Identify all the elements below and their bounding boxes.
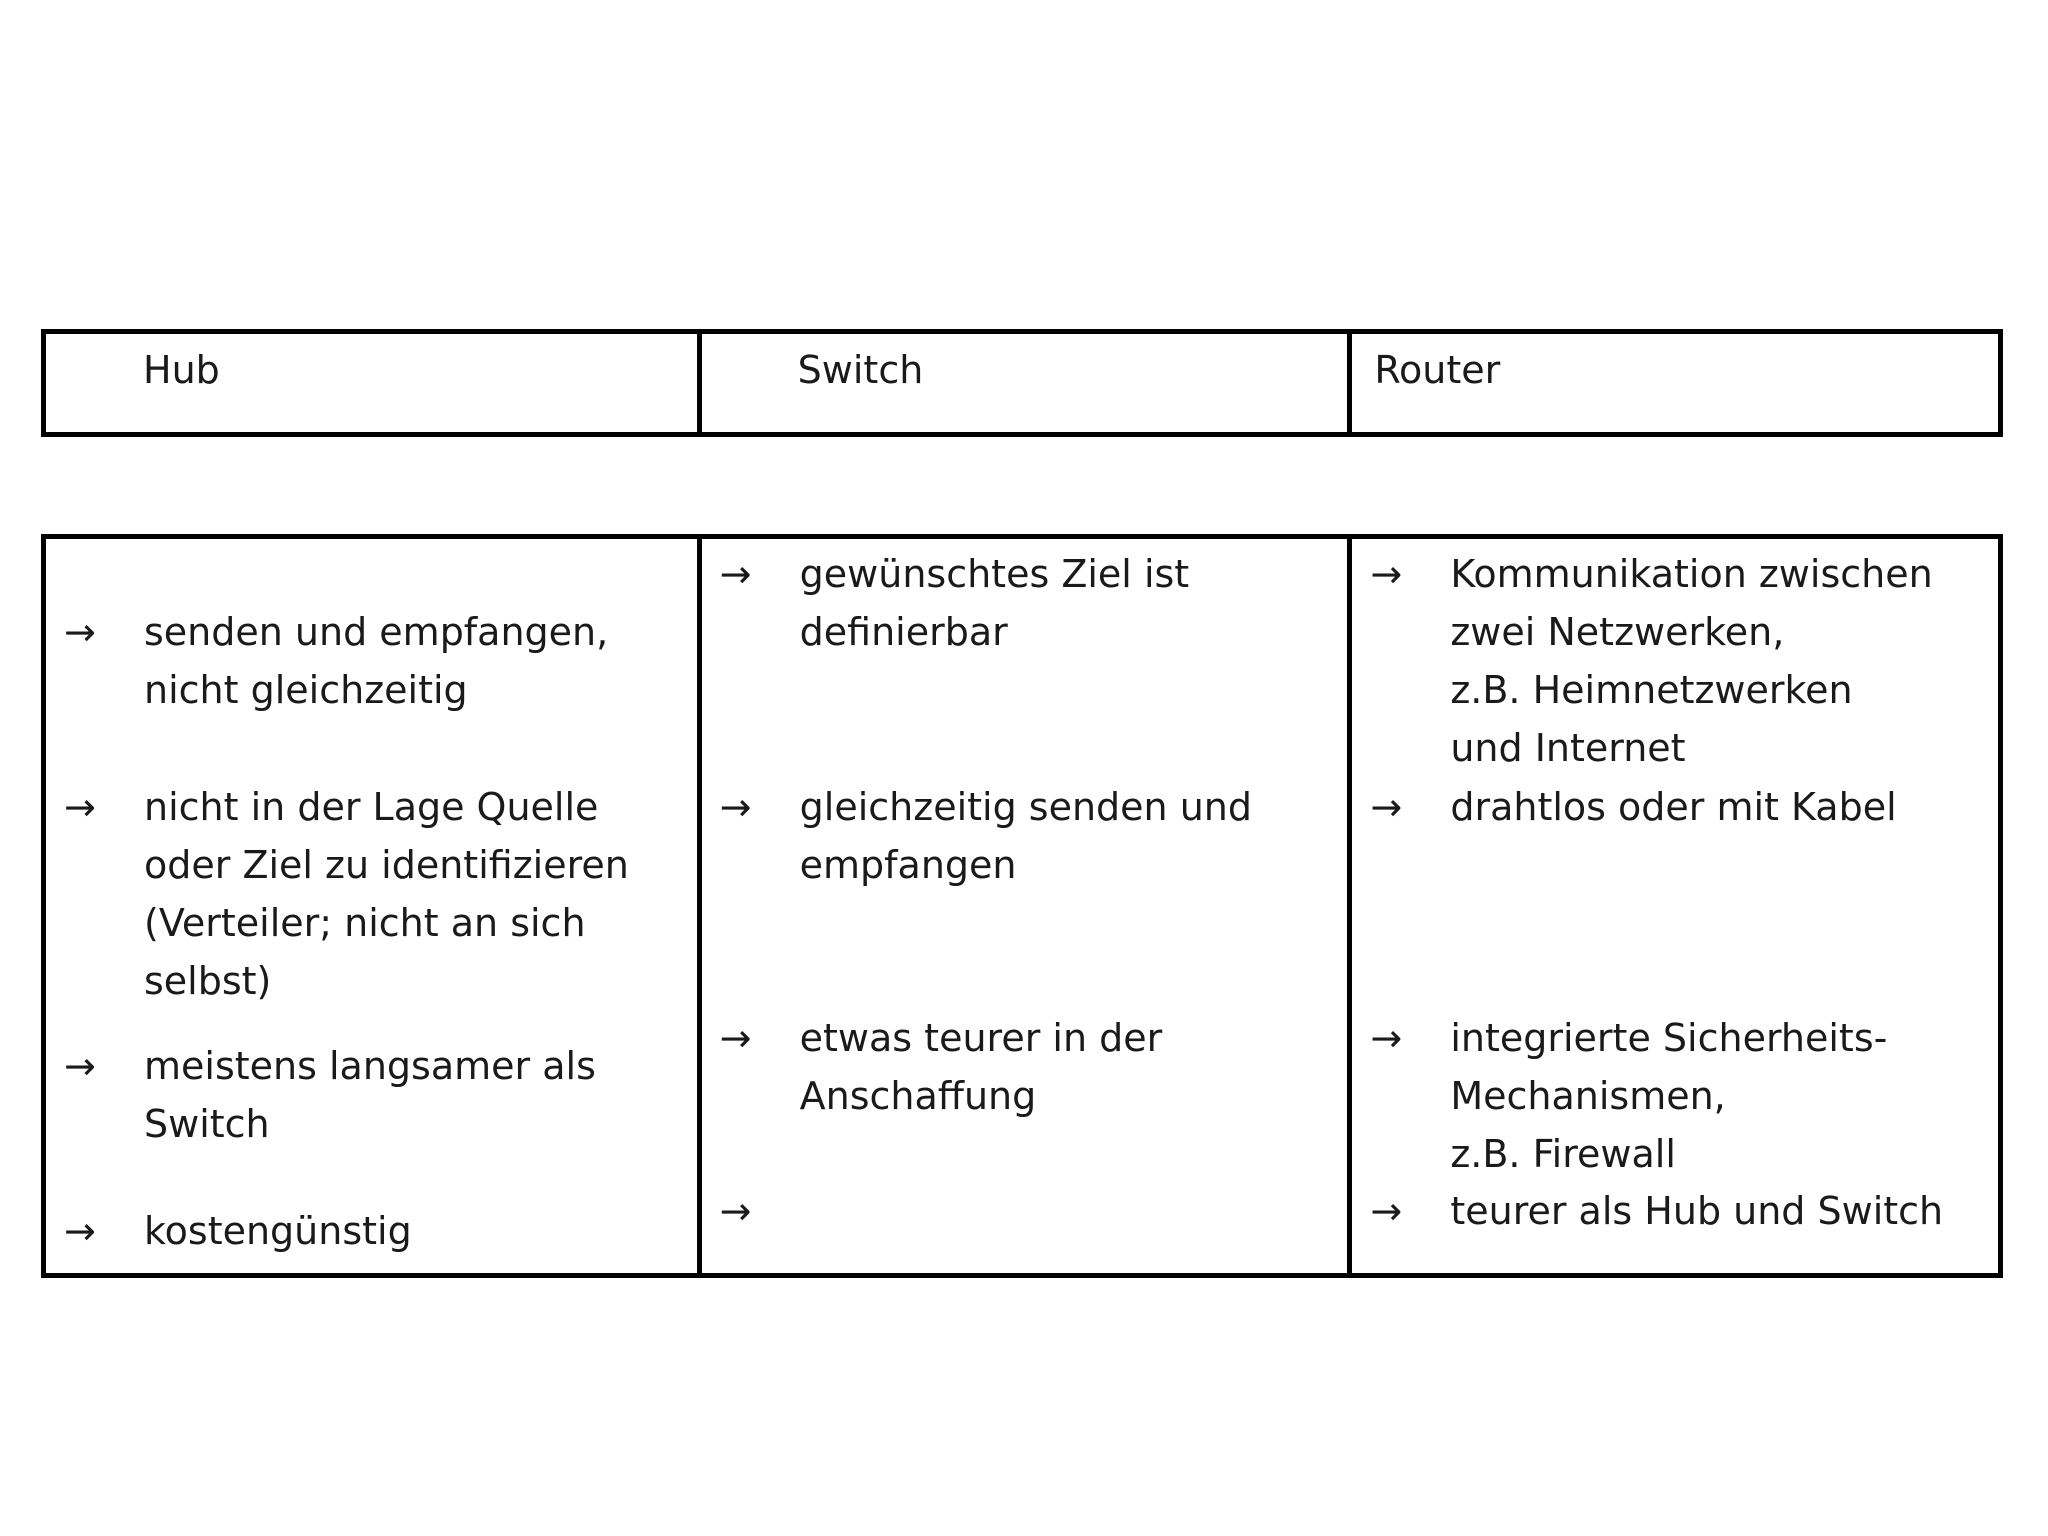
arrow-icon: →: [719, 1189, 752, 1233]
router-item-text: Kommunikation zwischen zwei Netzwerken, z.B. Heimnetzwerken und Internet: [1450, 552, 1933, 770]
switch-item-text: etwas teurer in der Anschaffung: [799, 1016, 1163, 1118]
router-item-text: teurer als Hub und Switch: [1450, 1189, 1944, 1233]
arrow-icon: →: [719, 1016, 752, 1060]
hub-item-text: nicht in der Lage Quelle oder Ziel zu identifizieren (Verteiler; nicht an sich selbst): [144, 785, 629, 1003]
switch-item-text: gewünschtes Ziel ist definierbar: [799, 552, 1190, 654]
router-column: [1347, 539, 1998, 1273]
arrow-icon: →: [719, 552, 752, 596]
arrow-icon: →: [1370, 1016, 1403, 1060]
router-item-text: drahtlos oder mit Kabel: [1450, 785, 1897, 829]
hub-item-text: meistens langsamer als Switch: [144, 1044, 596, 1146]
arrow-icon: →: [1370, 552, 1403, 596]
arrow-icon: →: [64, 785, 96, 829]
header-table: [41, 329, 2003, 437]
header-hub: Hub: [143, 348, 220, 392]
arrow-icon: →: [64, 1044, 96, 1088]
switch-column: [697, 539, 1348, 1273]
hub-item-text: kostengünstig: [144, 1209, 412, 1253]
hub-column: [46, 539, 697, 1273]
router-item-text: integrierte Sicherheits- Mechanismen, z.B. Firewall: [1450, 1016, 1888, 1176]
arrow-icon: →: [64, 610, 96, 654]
arrow-icon: →: [1370, 785, 1403, 829]
header-cell-switch: [697, 334, 1348, 432]
header-router: Router: [1374, 348, 1501, 392]
arrow-icon: →: [64, 1209, 96, 1253]
switch-item-text: gleichzeitig senden und empfangen: [799, 785, 1253, 887]
header-cell-hub: [46, 334, 697, 432]
comparison-table: [41, 534, 2003, 1278]
hub-item-text: senden und empfangen, nicht gleichzeitig: [144, 610, 609, 712]
arrow-icon: →: [1370, 1189, 1403, 1233]
header-cell-router: [1347, 334, 1998, 432]
header-switch: Switch: [797, 348, 924, 392]
arrow-icon: →: [719, 785, 752, 829]
